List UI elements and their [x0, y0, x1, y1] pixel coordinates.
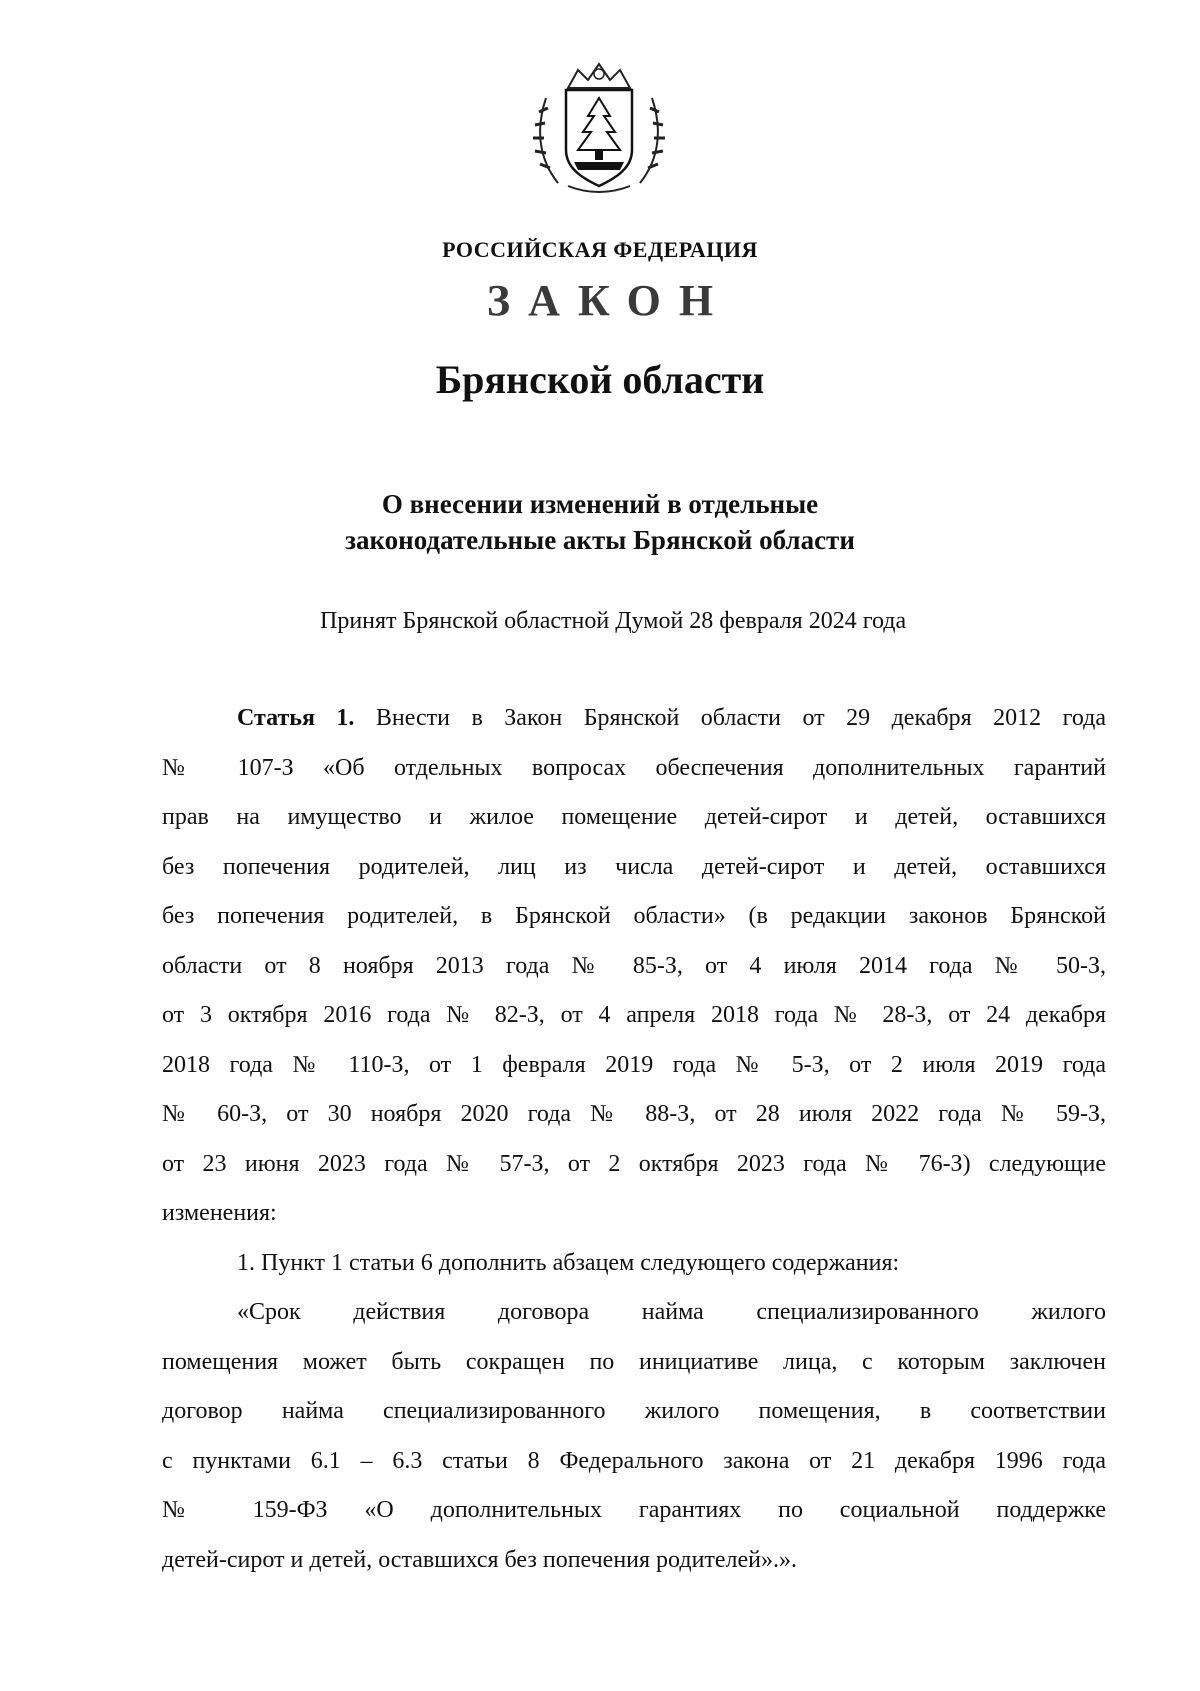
- region-heading: Брянской области: [435, 357, 765, 402]
- item-1-intro: 1. Пункт 1 статьи 6 дополнить абзацем следующего содержания:: [237, 1249, 900, 1276]
- document-title: [0, 486, 1200, 558]
- item-1-quote-line: детей-сирот и детей, оставшихся без попечения родителей».».: [162, 1546, 798, 1573]
- document-title-line-2: законодательные акты Брянской области: [345, 525, 855, 555]
- item-1-quote-line: № 159-ФЗ «О дополнительных гарантиях по социальной поддержке: [162, 1497, 1106, 1523]
- article-1-line: области от 8 ноября 2013 года № 85-З, от 4 июля 2014 года № 50-З,: [162, 952, 1106, 979]
- item-1-quote-line: «Срок действия договора найма специализированного жилого: [237, 1299, 1106, 1325]
- country-heading: РОССИЙСКАЯ ФЕДЕРАЦИЯ: [442, 237, 758, 262]
- coat-of-arms-icon: [528, 58, 670, 198]
- law-heading: ЗАКОН: [486, 276, 732, 325]
- adoption-statement: Принят Брянской областной Думой 28 февраля 2024 года: [320, 608, 907, 634]
- article-1-text: Внести в Закон Брянской области от 29 декабря 2012 года: [375, 705, 1106, 731]
- item-1-quote-line: помещения может быть сокращен по инициативе лица, с которым заключен: [162, 1348, 1106, 1375]
- item-1-quote-line: с пунктами 6.1 – 6.3 статьи 8 Федерального закона от 21 декабря 1996 года: [162, 1447, 1106, 1474]
- article-1-line: от 23 июня 2023 года № 57-З, от 2 октября 2023 года № 76-З) следующие: [162, 1150, 1106, 1177]
- article-1-line: изменения:: [162, 1200, 277, 1226]
- article-1-line: № 107-З «Об отдельных вопросах обеспечения дополнительных гарантий: [162, 754, 1106, 781]
- article-1-line: № 60-З, от 30 ноября 2020 года № 88-З, от 28 июля 2022 года № 59-З,: [162, 1101, 1106, 1127]
- article-1-line: 2018 года № 110-З, от 1 февраля 2019 года № 5-З, от 2 июля 2019 года: [162, 1051, 1106, 1078]
- article-1-line: от 3 октября 2016 года № 82-З, от 4 апреля 2018 года № 28-З, от 24 декабря: [162, 1002, 1106, 1028]
- law-body: [162, 694, 1106, 1585]
- document-title-line-1: О внесении изменений в отдельные: [381, 489, 819, 519]
- item-1-quote-line: договор найма специализированного жилого помещения, в соответствии: [162, 1398, 1106, 1424]
- article-1-line: без попечения родителей, в Брянской области» (в редакции законов Брянской: [162, 903, 1106, 929]
- article-1-line: [162, 694, 1106, 744]
- article-1-line: прав на имущество и жилое помещение детей-сирот и детей, оставшихся: [162, 804, 1106, 830]
- article-1-heading: Статья 1.: [237, 705, 355, 731]
- article-1-line: без попечения родителей, лиц из числа детей-сирот и детей, оставшихся: [162, 853, 1106, 880]
